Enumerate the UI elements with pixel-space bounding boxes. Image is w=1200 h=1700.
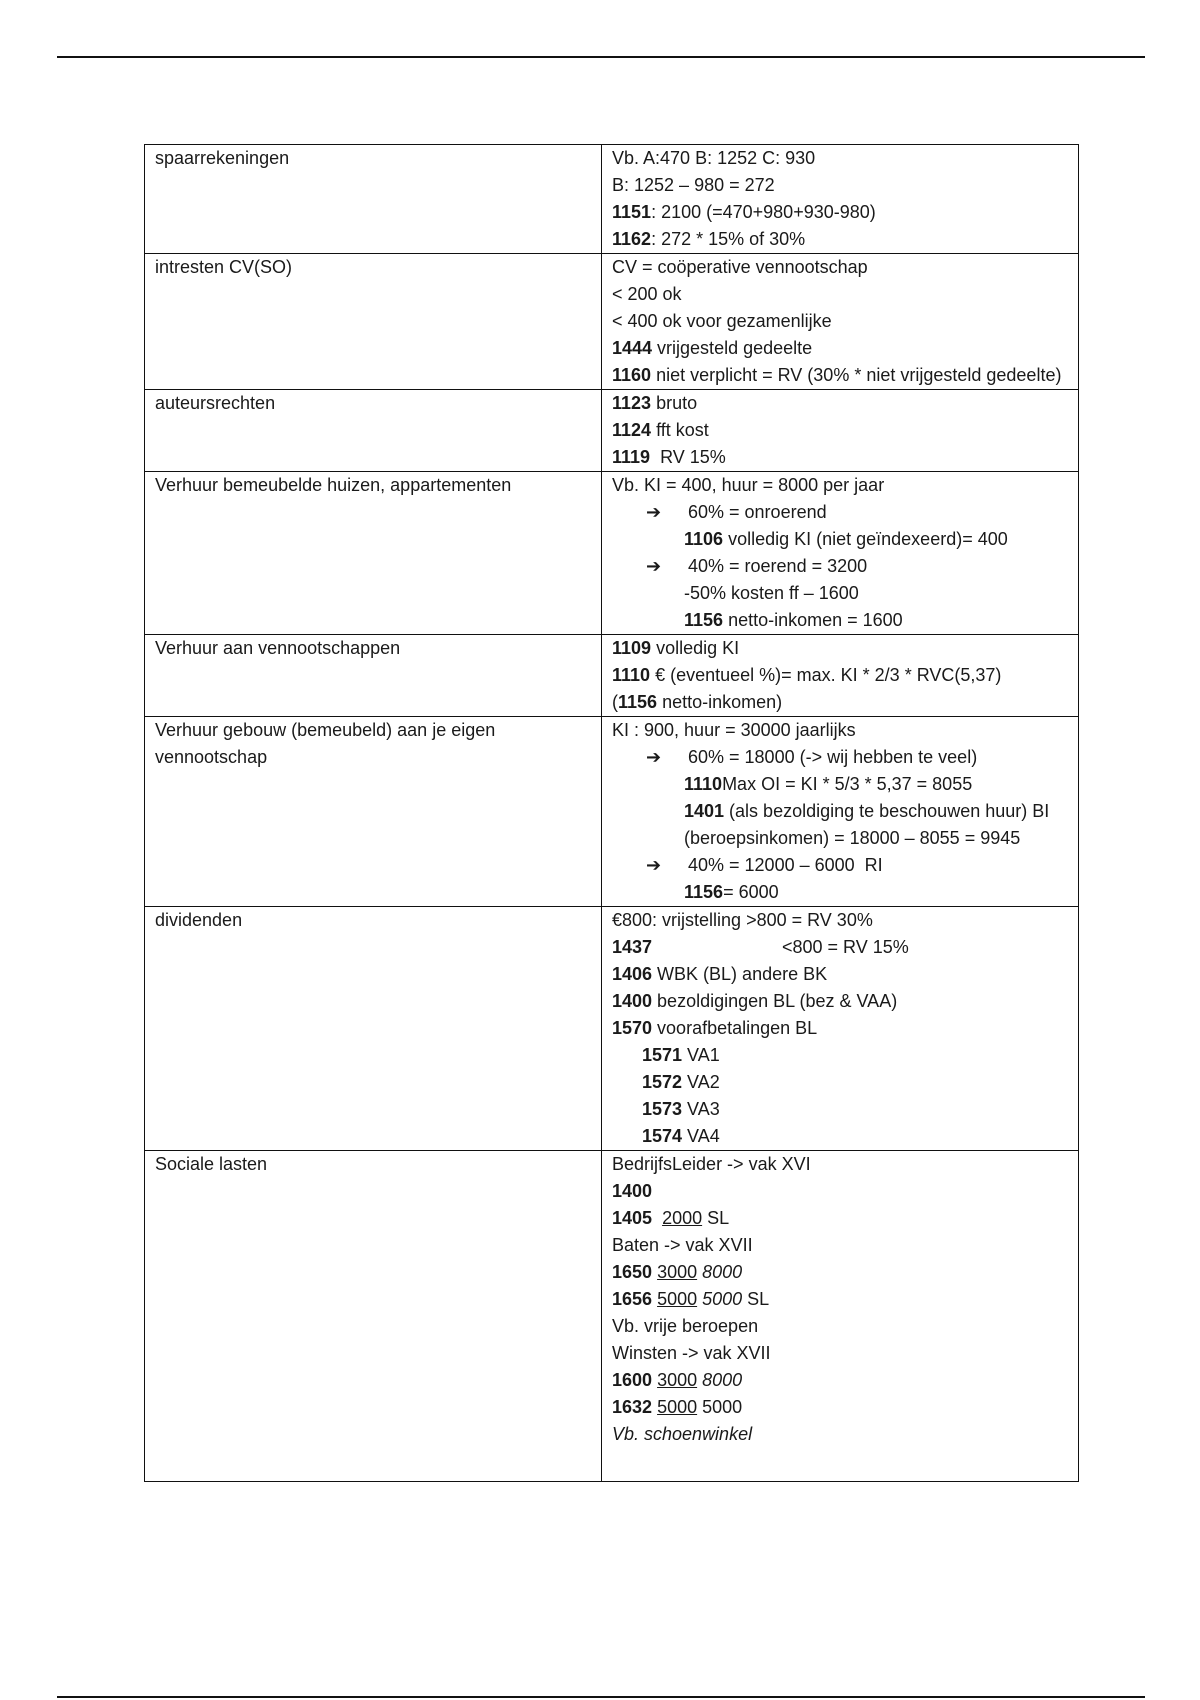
code-number: 1573 xyxy=(642,1099,683,1119)
arrow-right-icon: ➔ xyxy=(646,556,662,576)
detail-line: 1156 netto-inkomen = 1600 xyxy=(684,610,903,630)
code-number: 1656 xyxy=(612,1289,653,1309)
code-number: 1401 xyxy=(684,801,725,821)
code-number: 1156 xyxy=(684,610,724,630)
detail-line: B: 1252 – 980 = 272 xyxy=(612,175,775,195)
detail-cell xyxy=(602,635,1079,717)
topic-cell: Verhuur gebouw (bemeubeld) aan je eigen vennootschap xyxy=(145,717,602,907)
detail-line: -50% kosten ff – 1600 xyxy=(684,583,859,603)
detail-line: 1574 VA4 xyxy=(642,1126,720,1146)
detail-line: 1405 2000 SL xyxy=(612,1208,730,1228)
detail-line: 1401 (als bezoldiging te beschouwen huur) BI (beroepsinkomen) = 18000 – 8055 = 9945 xyxy=(684,801,1050,848)
detail-line: Vb. vrije beroepen xyxy=(612,1316,759,1336)
code-number: 1572 xyxy=(642,1072,683,1092)
table-row xyxy=(145,1151,1079,1482)
detail-line: 1444 vrijgesteld gedeelte xyxy=(612,338,813,358)
detail-line: CV = coöperative vennootschap xyxy=(612,257,868,277)
code-number: 1650 xyxy=(612,1262,653,1282)
detail-line: 1110Max OI = KI * 5/3 * 5,37 = 8055 xyxy=(684,774,973,794)
detail-line: ➔ 60% = 18000 (-> wij hebben te veel) xyxy=(612,744,1068,771)
code-number: 1109 xyxy=(612,638,652,658)
table-row xyxy=(145,635,1079,717)
table-row xyxy=(145,390,1079,472)
detail-line: ➔ 40% = 12000 – 6000 RI xyxy=(612,852,1068,879)
detail-line xyxy=(612,1178,1068,1205)
detail-line: Baten -> vak XVII xyxy=(612,1235,753,1255)
table-row xyxy=(145,472,1079,635)
code-number: 1119 xyxy=(612,447,651,467)
table-row xyxy=(145,145,1079,254)
detail-line: ➔ 60% = onroerend xyxy=(612,499,1068,526)
code-number: 1571 xyxy=(642,1045,683,1065)
detail-line: 1110 € (eventueel %)= max. KI * 2/3 * RVC(5,37) xyxy=(612,665,1002,685)
topic-cell: Sociale lasten xyxy=(145,1151,602,1482)
detail-line: 1572 VA2 xyxy=(642,1072,720,1092)
code-number: 1600 xyxy=(612,1370,653,1390)
arrow-right-icon: ➔ xyxy=(646,855,662,875)
topic-cell: auteursrechten xyxy=(145,390,602,472)
detail-line: 1406 WBK (BL) andere BK xyxy=(612,964,828,984)
detail-line: 1160 niet verplicht = RV (30% * niet vrijgesteld gedeelte) xyxy=(612,365,1062,385)
code-number: 1110 xyxy=(612,665,651,685)
detail-cell xyxy=(602,145,1079,254)
table-row xyxy=(145,254,1079,390)
topic-cell: Verhuur aan vennootschappen xyxy=(145,635,602,717)
detail-line: (1156 netto-inkomen) xyxy=(612,692,783,712)
detail-cell xyxy=(602,907,1079,1151)
code-number: 1110 xyxy=(684,774,723,794)
detail-cell xyxy=(602,472,1079,635)
code-number: 1437 xyxy=(612,937,653,957)
table-row xyxy=(145,907,1079,1151)
topic-cell: Verhuur bemeubelde huizen, appartementen xyxy=(145,472,602,635)
detail-line: 1650 3000 8000 xyxy=(612,1262,743,1282)
detail-cell xyxy=(602,254,1079,390)
detail-line: 1106 volledig KI (niet geïndexeerd)= 400 xyxy=(684,529,1008,549)
footer-rule xyxy=(57,1696,1145,1698)
detail-line: 1109 volledig KI xyxy=(612,638,740,658)
header-rule xyxy=(57,56,1145,58)
detail-line: ➔ 40% = roerend = 3200 xyxy=(612,553,1068,580)
topic-cell: dividenden xyxy=(145,907,602,1151)
detail-line: 1570 voorafbetalingen BL xyxy=(612,1018,818,1038)
detail-cell xyxy=(602,717,1079,907)
detail-line: BedrijfsLeider -> vak XVI xyxy=(612,1154,811,1174)
code-number: 1156 xyxy=(684,882,724,902)
detail-line: Vb. A:470 B: 1252 C: 930 xyxy=(612,148,816,168)
detail-line: 1632 5000 5000 xyxy=(612,1397,743,1417)
detail-line: 1571 VA1 xyxy=(642,1045,720,1065)
code-number: 1400 xyxy=(612,1181,653,1201)
code-number: 1162 xyxy=(612,229,652,249)
detail-line: 1124 fft kost xyxy=(612,420,709,440)
arrow-right-icon: ➔ xyxy=(646,747,662,767)
code-number: 1151 xyxy=(612,202,652,222)
table-row xyxy=(145,717,1079,907)
detail-line: 1573 VA3 xyxy=(642,1099,720,1119)
detail-line: 1400 bezoldigingen BL (bez & VAA) xyxy=(612,991,898,1011)
detail-line: 1162: 272 * 15% of 30% xyxy=(612,229,806,249)
arrow-right-icon: ➔ xyxy=(646,502,662,522)
code-number: 1444 xyxy=(612,338,653,358)
code-number: 1124 xyxy=(612,420,652,440)
detail-cell xyxy=(602,1151,1079,1482)
detail-line: KI : 900, huur = 30000 jaarlijks xyxy=(612,720,856,740)
code-number: 1574 xyxy=(642,1126,683,1146)
code-number: 1106 xyxy=(684,529,724,549)
topic-cell: spaarrekeningen xyxy=(145,145,602,254)
detail-line: 1123 bruto xyxy=(612,393,698,413)
detail-line: 1119 RV 15% xyxy=(612,447,726,467)
code-number: 1570 xyxy=(612,1018,653,1038)
detail-line: < 200 ok xyxy=(612,284,682,304)
code-number: 1123 xyxy=(612,393,652,413)
tax-notes-table xyxy=(144,144,1079,1482)
detail-line: Vb. schoenwinkel xyxy=(612,1424,753,1444)
detail-line: 1156= 6000 xyxy=(684,882,779,902)
code-number: 1632 xyxy=(612,1397,653,1417)
detail-line: 1151: 2100 (=470+980+930-980) xyxy=(612,202,876,222)
detail-line: Vb. KI = 400, huur = 8000 per jaar xyxy=(612,475,885,495)
detail-line: < 400 ok voor gezamenlijke xyxy=(612,311,832,331)
code-number: 1406 xyxy=(612,964,653,984)
code-number: 1160 xyxy=(612,365,652,385)
detail-line: €800: vrijstelling >800 = RV 30% xyxy=(612,910,873,930)
code-number: 1156 xyxy=(618,692,658,712)
detail-line: 1656 5000 5000 SL xyxy=(612,1289,770,1309)
topic-cell: intresten CV(SO) xyxy=(145,254,602,390)
code-number: 1400 xyxy=(612,991,653,1011)
detail-cell xyxy=(602,390,1079,472)
detail-line: 1437 <800 = RV 15% xyxy=(612,934,1068,961)
detail-line: Winsten -> vak XVII xyxy=(612,1343,771,1363)
detail-line: 1600 3000 8000 xyxy=(612,1370,743,1390)
code-number: 1405 xyxy=(612,1208,653,1228)
